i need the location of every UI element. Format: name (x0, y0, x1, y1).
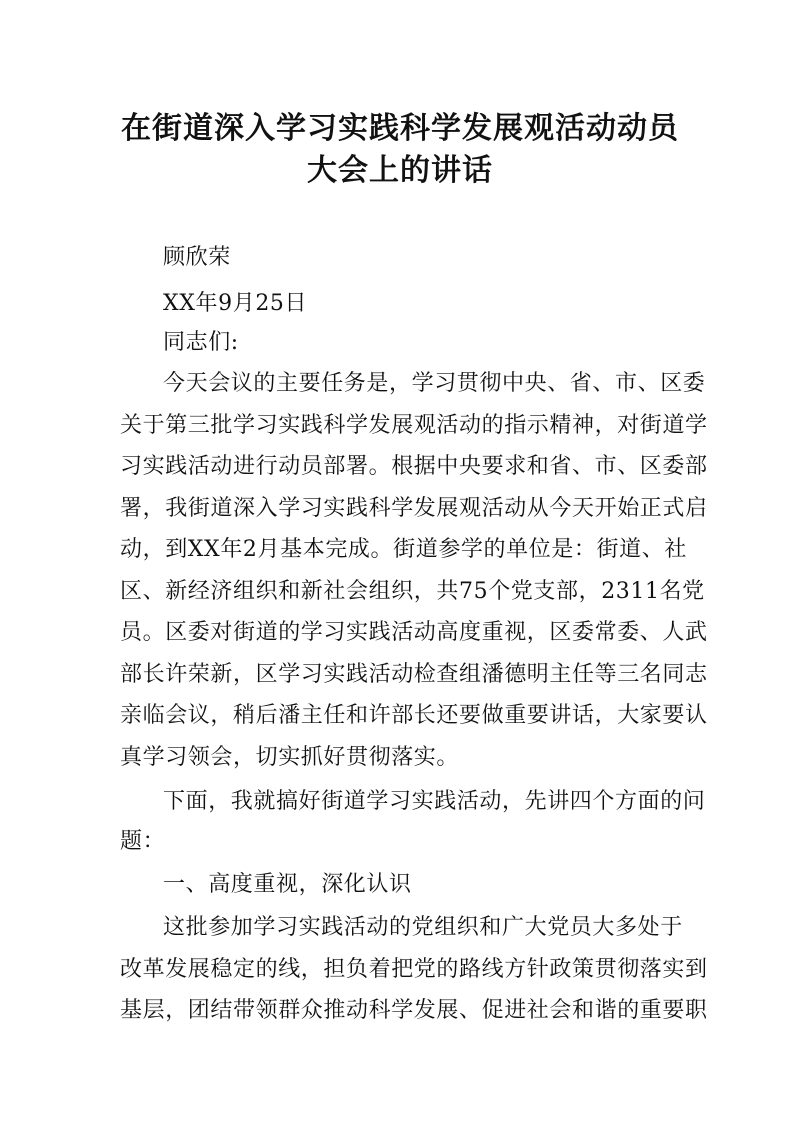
paragraph-line: 署，我街道深入学习实践科学发展观活动从今天开始正式启 (120, 496, 708, 521)
date: XX年9月25日 (163, 291, 308, 316)
paragraph-line: 今天会议的主要任务是，学习贯彻中央、省、市、区委 (163, 371, 706, 396)
paragraph-line: 部长许荣新，区学习实践活动检查组潘德明主任等三名同志 (120, 662, 708, 687)
paragraph-line: 区、新经济组织和新社会组织，共75个党支部，2311名党 (120, 579, 705, 604)
paragraph-line: 题： (120, 829, 166, 854)
paragraph-line: 改革发展稳定的线，担负着把党的路线方针政策贯彻落实到 (120, 957, 708, 982)
paragraph-line: 习实践活动进行动员部署。根据中央要求和省、市、区委部 (120, 454, 708, 479)
paragraph-line: 下面，我就搞好街道学习实践活动，先讲四个方面的问 (163, 789, 706, 814)
paragraph-line: 亲临会议，稍后潘主任和许部长还要做重要讲话，大家要认 (120, 703, 708, 728)
paragraph-line: 关于第三批学习实践科学发展观活动的指示精神，对街道学 (120, 413, 708, 438)
paragraph-line: 员。区委对街道的学习实践活动高度重视，区委常委、人武 (120, 620, 708, 645)
author: 顾欣荣 (163, 245, 231, 270)
salutation: 同志们: (163, 330, 239, 355)
document-title-line-1: 在街道深入学习实践科学发展观活动动员 (121, 111, 679, 146)
section-heading: 一、高度重视，深化认识 (163, 872, 412, 897)
paragraph-line: 这批参加学习实践活动的党组织和广大党员大多处于 (163, 915, 683, 940)
paragraph-line: 基层，团结带领群众推动科学发展、促进社会和谐的重要职 (120, 998, 708, 1023)
paragraph-line: 动，到XX年2月基本完成。街道参学的单位是：街道、社 (120, 537, 687, 562)
paragraph-line: 真学习领会，切实抓好贯彻落实。 (120, 745, 460, 770)
document-title-line-2: 大会上的讲话 (307, 153, 493, 188)
